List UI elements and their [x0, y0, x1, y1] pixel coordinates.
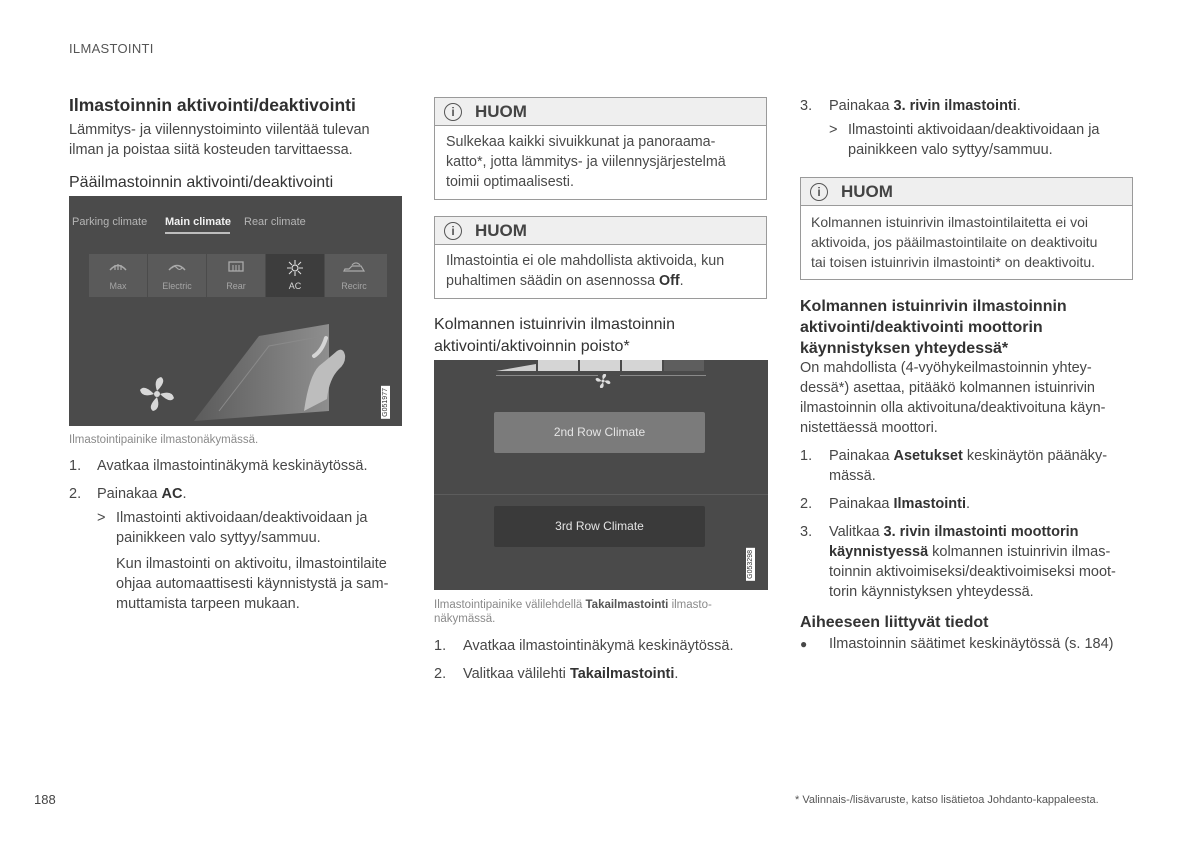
para-line-1: Kun ilmastointi on aktivoitu, ilmastointilaite: [116, 556, 387, 572]
col2-step-2: [434, 664, 774, 684]
para-line-2: ohjaa automaattisesti käynnistystä ja sam-: [116, 576, 389, 592]
ac-snowflake-icon: [266, 260, 324, 279]
col3-step-b2: [800, 494, 1140, 514]
para-line-1: On mahdollista (4-vyöhykeilmastoinnin yhtey-: [800, 360, 1092, 376]
step-text: Avatkaa ilmastointinäkymä keskinäytössä.: [97, 458, 368, 474]
note-suffix: .: [679, 273, 684, 289]
tab-parking-climate[interactable]: Parking climate: [72, 216, 148, 228]
recirculation-icon: [325, 260, 383, 277]
main-climate-screenshot: [69, 196, 402, 426]
step-text: Painakaa: [829, 448, 894, 464]
max-label: Max: [109, 281, 127, 291]
note-line-1: Kolmannen istuinrivin ilmastointilaitetta ei voi: [811, 214, 1089, 230]
step-suffix: .: [1016, 98, 1021, 114]
rear-defrost-icon: [207, 260, 265, 277]
footnote: * Valinnais-/lisävaruste, katso lisätietoa Johdanto-kappaleesta.: [795, 794, 1099, 806]
col3-result: [829, 120, 1149, 160]
caption-suffix: ilmasto-: [668, 599, 712, 611]
note-box-1: [434, 97, 767, 200]
step-line-2: mässä.: [829, 468, 876, 484]
note-header: [435, 98, 766, 126]
note-line-1: Ilmastointia ei ole mahdollista aktivoida, kun: [446, 253, 725, 269]
note-text: puhaltimen säädin on asennossa: [446, 273, 660, 289]
image-caption-1: Ilmastointipainike ilmastonäkymässä.: [69, 434, 259, 446]
caption-term: Takailmastointi: [585, 599, 669, 611]
off-term: Off: [659, 273, 680, 289]
max-defrost-icon: [89, 260, 147, 277]
engine-start-term: 3. rivin ilmastointi moottorin: [883, 524, 1079, 540]
rear-climate-screenshot: [434, 360, 768, 590]
intro-line-2: ilman ja poistaa siitä kosteuden tarvittaessa.: [69, 142, 353, 158]
note-line-2: aktivoida, jos pääilmastointilaite on deaktivoitu: [811, 234, 1098, 250]
related-link[interactable]: Ilmastoinnin säätimet keskinäytössä (s. 184): [829, 636, 1114, 652]
col3-step-b3: [800, 522, 1140, 602]
note-header: [435, 217, 766, 245]
step-suffix: .: [674, 666, 679, 682]
electric-windshield-icon: [148, 260, 206, 277]
result-line-2: painikkeen valo syttyy/sammuu.: [848, 142, 1053, 158]
col2-step-1: [434, 636, 774, 656]
subtitle-line-2: aktivointi/deaktivointi moottorin: [800, 319, 1043, 336]
page-number: 188: [34, 792, 56, 807]
note-body: [801, 206, 1132, 280]
col3-paragraph: [800, 358, 1140, 438]
max-button[interactable]: [89, 254, 148, 297]
note-line-1: Sulkekaa kaikki sivuikkunat ja panoraama-: [446, 134, 716, 150]
step-text: Valitkaa välilehti: [463, 666, 570, 682]
step-text: Painakaa: [97, 486, 162, 502]
col1-paragraph: [116, 554, 416, 614]
step-line-4: torin käynnistyksen yhteydessä.: [829, 584, 1034, 600]
image-code-1: G051977: [382, 388, 389, 417]
result-line-1: Ilmastointi aktivoidaan/deaktivoidaan ja: [116, 510, 368, 526]
info-icon: i: [444, 103, 462, 121]
tab-main-climate[interactable]: Main climate: [165, 216, 232, 228]
step-text: Avatkaa ilmastointinäkymä keskinäytössä.: [463, 638, 734, 654]
rear-button[interactable]: [207, 254, 266, 297]
col1-step-2: [69, 484, 409, 504]
note-line-2: katto*, jotta lämmitys- ja viilennysjärjestelmä: [446, 154, 726, 170]
col1-result: [97, 508, 417, 548]
ac-term: AC: [161, 486, 183, 502]
note-box-3: [800, 177, 1133, 280]
recirc-label: Recirc: [341, 281, 367, 291]
note-line-2: [446, 271, 755, 291]
step-line-3: toinnin aktivoimiseksi/deaktivoimiseksi moot-: [829, 564, 1116, 580]
subtitle-line-1: Kolmannen istuinrivin ilmastoinnin: [800, 298, 1067, 315]
step-text: kolmannen istuinrivin ilmas-: [928, 544, 1111, 560]
note-header: [801, 178, 1132, 206]
main-climate-subtitle: Pääilmastoinnin aktivointi/deaktivointi: [69, 174, 334, 191]
fan-icon: [595, 374, 611, 388]
rear-climate-term: Takailmastointi: [569, 666, 675, 682]
info-icon: i: [444, 222, 462, 240]
settings-term: Asetukset: [893, 448, 963, 464]
subtitle-line-3: käynnistyksen yhteydessä*: [800, 340, 1009, 357]
step-text: Painakaa: [829, 496, 894, 512]
step-number: 1.: [69, 458, 82, 474]
climate-term: Ilmastointi: [893, 496, 967, 512]
third-row-subtitle-1: Kolmannen istuinrivin ilmastoinnin: [434, 316, 676, 333]
airflow-seat-illustration: [69, 316, 402, 426]
note-label: HUOM: [841, 182, 893, 201]
active-tab-underline: [165, 232, 230, 234]
para-line-2: dessä*) asettaa, pitääkö kolmannen istuinrivin: [800, 380, 1095, 396]
third-row-climate-button[interactable]: 3rd Row Climate: [494, 506, 705, 547]
note-body: [435, 245, 766, 299]
info-icon: i: [810, 183, 828, 201]
note-label: HUOM: [475, 221, 527, 240]
step-suffix: keskinäytön päänäky-: [962, 448, 1108, 464]
ac-button[interactable]: [266, 254, 325, 297]
page-title: Ilmastoinnin aktivointi/deaktivointi: [69, 95, 356, 115]
related-title: Aiheeseen liittyvät tiedot: [800, 614, 989, 631]
caption-text: Ilmastointipainike välilehdellä: [434, 599, 586, 611]
step-number: 2.: [800, 496, 813, 512]
result-arrow: >: [829, 122, 838, 138]
recirc-button[interactable]: [325, 254, 383, 297]
para-line-3: muttamista tarpeen mukaan.: [116, 596, 300, 612]
related-item[interactable]: [800, 634, 1140, 654]
third-row-term: 3. rivin ilmastointi: [893, 98, 1017, 114]
caption-line-2: näkymässä.: [434, 613, 496, 625]
third-row-subtitle-2: aktivointi/aktivoinnin poisto*: [434, 338, 630, 355]
intro-line-1: Lämmitys- ja viilennystoiminto viilentää tulevan: [69, 122, 370, 138]
step-number: 2.: [434, 666, 447, 682]
ac-label: AC: [288, 281, 302, 291]
note-line-3: tai toisen istuinrivin ilmastointi* on deaktivoitu.: [811, 254, 1096, 270]
engine-start-subtitle: [800, 296, 1067, 359]
second-row-climate-button[interactable]: 2nd Row Climate: [494, 412, 705, 453]
section-header: ILMASTOINTI: [69, 41, 154, 56]
electric-label: Electric: [162, 281, 192, 291]
fan-icon: [140, 377, 174, 411]
step-number: 2.: [69, 486, 82, 502]
image-caption-2: [434, 598, 764, 626]
tab-rear-climate[interactable]: Rear climate: [244, 216, 306, 228]
step-suffix: .: [966, 496, 971, 512]
bullet-icon: ●: [800, 637, 808, 651]
step-number: 3.: [800, 524, 813, 540]
electric-button[interactable]: [148, 254, 207, 297]
note-label: HUOM: [475, 102, 527, 121]
col3-step-b1: [800, 446, 1140, 486]
note-box-2: [434, 216, 767, 299]
step-text: Valitkaa: [829, 524, 884, 540]
climate-button-row: [89, 254, 387, 297]
col3-step-3: [800, 96, 1140, 116]
step-suffix: .: [182, 486, 187, 502]
step-text: Painakaa: [829, 98, 894, 114]
engine-start-term-2: käynnistyessä: [829, 544, 929, 560]
fan-speed-bar: [496, 360, 706, 371]
col1-step-1: [69, 456, 409, 476]
note-line-3: toimii optimaalisesti.: [446, 174, 574, 190]
para-line-3: ilmastoinnin olla aktivoituna/deaktivoituna käyn-: [800, 400, 1106, 416]
result-line-2: painikkeen valo syttyy/sammuu.: [116, 530, 321, 546]
step-number: 1.: [800, 448, 813, 464]
step-number: 3.: [800, 98, 813, 114]
note-body: [435, 126, 766, 200]
rear-label: Rear: [226, 281, 246, 291]
step-number: 1.: [434, 638, 447, 654]
para-line-4: nistettäessä moottori.: [800, 420, 938, 436]
result-line-1: Ilmastointi aktivoidaan/deaktivoidaan ja: [848, 122, 1100, 138]
image-code-2: G053298: [747, 550, 754, 579]
result-arrow: >: [97, 510, 106, 526]
